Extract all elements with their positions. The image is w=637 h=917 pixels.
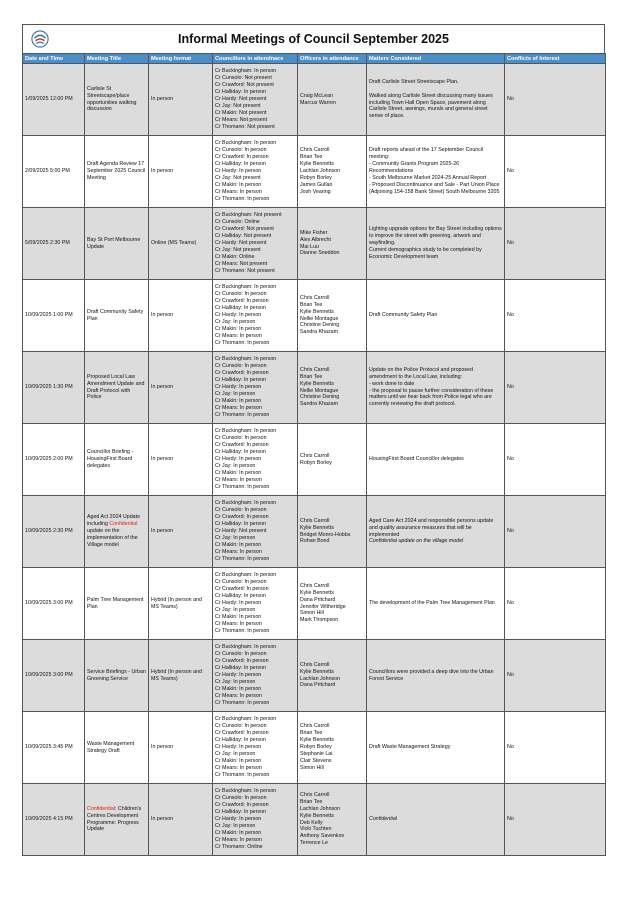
- cell-officers: [298, 136, 367, 208]
- councillor-attendance: Cr Buckingham: In person: [215, 500, 277, 507]
- matter-line: Update on the Police Protocol and proposed amendment to the Local Law, including:: [369, 366, 473, 380]
- councillor-attendance: Cr Mears: In person: [215, 476, 262, 483]
- officer-name: Kylie Bennetts: [300, 308, 334, 315]
- councillor-attendance: Cr Buckingham: In person: [215, 356, 277, 363]
- cell-officers: [298, 496, 367, 568]
- councillor-attendance: Cr Makin: In person: [215, 181, 262, 188]
- councillor-attendance: Cr Crawford: In person: [215, 658, 269, 665]
- councillor-attendance: Cr Halliday: Not present: [215, 233, 272, 240]
- councillor-attendance: Cr Makin: Not present: [215, 109, 267, 116]
- matter-line: Draft Carlisle Street Streetscape Plan.: [369, 78, 459, 85]
- officer-name: Brian Tee: [300, 154, 323, 161]
- officer-name: Chris Carroll: [300, 723, 330, 730]
- councillor-attendance: Cr Halliday: In person: [215, 305, 266, 312]
- councillor-attendance: Cr Thomann: In person: [215, 195, 270, 202]
- cell-councillors: [213, 64, 298, 136]
- councillor-attendance: Cr Mears: In person: [215, 548, 262, 555]
- cell-councillors: [213, 208, 298, 280]
- council-logo-icon: [31, 30, 49, 48]
- cell-officers: [298, 784, 367, 856]
- officer-name: Dana Pritchard: [300, 596, 336, 603]
- councillor-attendance: Cr Hardy: Not present: [215, 96, 267, 103]
- cell-matters: [367, 784, 505, 856]
- cell-format: In person: [149, 496, 213, 568]
- councillor-attendance: Cr Thomann: In person: [215, 771, 270, 778]
- councillor-attendance: Cr Halliday: In person: [215, 89, 266, 96]
- cell-title: Confidential: Children's Centres Development Programme: Progress Update: [85, 784, 149, 856]
- cell-officers: [298, 568, 367, 640]
- cell-matters: [367, 712, 505, 784]
- cell-title: Service Briefings - Urban Greening Service: [85, 640, 149, 712]
- councillor-attendance: Cr Crawford: In person: [215, 802, 269, 809]
- councillor-attendance: Cr Jay: In person: [215, 822, 256, 829]
- officer-name: Clair Stevens: [300, 757, 332, 764]
- officer-name: Vicki Tuchten: [300, 826, 332, 833]
- matter-line: - Proposed Discontinuance and Sale - Part Union Place (Adjoining 154-158 Bank Street) South Melbourne 3205: [369, 181, 500, 195]
- cell-councillors: [213, 352, 298, 424]
- councillor-attendance: Cr Buckingham: In person: [215, 140, 277, 147]
- councillor-attendance: Cr Halliday: In person: [215, 377, 266, 384]
- column-header-councillors: Councillors in attendnace: [213, 54, 298, 64]
- cell-matters: [367, 64, 505, 136]
- confidential-label: Confidential: [109, 521, 138, 528]
- cell-title: Bay St Port Melbourne Update: [85, 208, 149, 280]
- officer-name: Lachlan Johnson: [300, 168, 341, 175]
- councillor-attendance: Cr Cunsolo: In person: [215, 435, 267, 442]
- councillor-attendance: Cr Jay: Not present: [215, 174, 261, 181]
- cell-date: 10/09/2025 2:30 PM: [23, 496, 85, 568]
- cell-officers: [298, 424, 367, 496]
- officer-name: Rohan Bond: [300, 538, 330, 545]
- councillor-attendance: Cr Makin: In person: [215, 829, 262, 836]
- cell-date: 10/09/2025 3:45 PM: [23, 712, 85, 784]
- officer-name: Simon Hill: [300, 610, 324, 617]
- councillor-attendance: Cr Makin: Online: [215, 253, 255, 260]
- officer-name: Robyn Borley: [300, 744, 332, 751]
- councillor-attendance: Cr Jay: In person: [215, 534, 256, 541]
- councillor-attendance: Cr Buckingham: In person: [215, 716, 277, 723]
- councillor-attendance: Cr Mears: Not present: [215, 260, 268, 267]
- cell-conflicts: No: [505, 568, 606, 640]
- officer-name: Mark Thompson: [300, 617, 339, 624]
- councillor-attendance: Cr Halliday: In person: [215, 809, 266, 816]
- cell-format: In person: [149, 64, 213, 136]
- matter-line: Aged Care Act 2024 and responsible persons update and quality assurance measures that will be implemented: [369, 517, 494, 538]
- confidential-label: Confidential: [87, 805, 115, 812]
- councillor-attendance: Cr Cunsolo: In person: [215, 723, 267, 730]
- councillor-attendance: Cr Thomann: In person: [215, 627, 270, 634]
- cell-matters: [367, 568, 505, 640]
- cell-conflicts: No: [505, 136, 606, 208]
- cell-councillors: [213, 496, 298, 568]
- officer-name: Chris Carroll: [300, 661, 330, 668]
- councillor-attendance: Cr Thomann: In person: [215, 339, 270, 346]
- table-row: [23, 280, 606, 352]
- matter-line: Councillors were provided a deep dive into the Urban Forest Service: [369, 668, 494, 682]
- cell-matters: [367, 136, 505, 208]
- councillor-attendance: Cr Makin: In person: [215, 541, 262, 548]
- officer-name: Robyn Borley: [300, 459, 332, 466]
- councillor-attendance: Cr Mears: In person: [215, 404, 262, 411]
- councillor-attendance: Cr Buckingham: In person: [215, 572, 277, 579]
- cell-date: 10/09/2025 1:00 PM: [23, 280, 85, 352]
- cell-title: Draft Agenda Review 17 September 2025 Council Meeting: [85, 136, 149, 208]
- cell-conflicts: No: [505, 640, 606, 712]
- meetings-table: [22, 53, 606, 856]
- matter-line: [369, 86, 502, 93]
- matter-line: Walked along Carlisle Street discussing many issues including Town Hall Open Space, pavement along Carlisle Street, awnings, murals and general street sense of place.: [369, 92, 493, 120]
- officer-name: Brian Tee: [300, 373, 323, 380]
- councillor-attendance: Cr Cunsolo: In person: [215, 579, 267, 586]
- officer-name: Kylie Bennetts: [300, 524, 334, 531]
- councillor-attendance: Cr Jay: In person: [215, 606, 256, 613]
- cell-conflicts: No: [505, 64, 606, 136]
- officer-name: Robyn Borley: [300, 174, 332, 181]
- cell-format: In person: [149, 712, 213, 784]
- councillor-attendance: Cr Jay: In person: [215, 390, 256, 397]
- cell-conflicts: No: [505, 280, 606, 352]
- councillor-attendance: Cr Mears: In person: [215, 188, 262, 195]
- cell-date: 5/09/2025 2:30 PM: [23, 208, 85, 280]
- councillor-attendance: Cr Jay: In person: [215, 750, 256, 757]
- matter-line: Lighting upgrade options for Bay Street including options to improve the street with greening, artwork and wayfinding.: [369, 226, 502, 247]
- officer-name: Kylie Bennetts: [300, 737, 334, 744]
- column-header-conflicts: Conflicts of Interest: [505, 54, 606, 64]
- cell-conflicts: No: [505, 784, 606, 856]
- matter-line: Draft Community Safety Plan: [369, 312, 438, 319]
- matter-line: - Community Grants Program 2025-26 Recommendations: [369, 161, 460, 175]
- councillor-attendance: Cr Cunsolo: In person: [215, 291, 267, 298]
- councillor-attendance: Cr Makin: In person: [215, 325, 262, 332]
- cell-officers: [298, 280, 367, 352]
- cell-format: Online (MS Teams): [149, 208, 213, 280]
- councillor-attendance: Cr Thomann: Not present: [215, 267, 275, 274]
- councillor-attendance: Cr Crawford: In person: [215, 586, 269, 593]
- officer-name: Jennifer Witheridge: [300, 603, 346, 610]
- councillor-attendance: Cr Hardy: In person: [215, 816, 262, 823]
- column-header-matters: Matters Considered: [367, 54, 505, 64]
- page-title: Informal Meetings of Council September 2025: [178, 32, 449, 46]
- cell-matters: [367, 352, 505, 424]
- matter-italic: Confidential: [369, 816, 397, 823]
- councillor-attendance: Cr Buckingham: In person: [215, 788, 277, 795]
- councillor-attendance: Cr Hardy: In person: [215, 600, 262, 607]
- table-row: [23, 136, 606, 208]
- cell-officers: [298, 640, 367, 712]
- officer-name: Christine Dening: [300, 322, 340, 329]
- councillor-attendance: Cr Hardy: In person: [215, 456, 262, 463]
- cell-format: Hybrid (In person and MS Teams): [149, 568, 213, 640]
- cell-format: Hybrid (In person and MS Teams): [149, 640, 213, 712]
- councillor-attendance: Cr Buckingham: In person: [215, 68, 277, 75]
- cell-title: Aged Act 2024 Update including Confidential update on the implementation of the Village model: [85, 496, 149, 568]
- councillor-attendance: Cr Halliday: In person: [215, 161, 266, 168]
- councillor-attendance: Cr Crawford: In person: [215, 514, 269, 521]
- cell-matters: [367, 424, 505, 496]
- councillor-attendance: Cr Buckingham: In person: [215, 284, 277, 291]
- councillor-attendance: Cr Crawford: In person: [215, 730, 269, 737]
- officer-name: Mike Fisher: [300, 229, 328, 236]
- councillor-attendance: Cr Cunsolo: In person: [215, 651, 267, 658]
- matter-line: - South Melbourne Market 2024-25 Annual Report: [369, 174, 487, 181]
- matter-line: Current demographics study to be completed by Economic Development team: [369, 246, 482, 260]
- councillor-attendance: Cr Hardy: Not present: [215, 240, 267, 247]
- councillor-attendance: Cr Cunsolo: Online: [215, 219, 260, 226]
- councillor-attendance: Cr Buckingham: In person: [215, 428, 277, 435]
- officer-name: Marcus Warren: [300, 99, 337, 106]
- officer-name: Terrence Le: [300, 840, 328, 847]
- councillor-attendance: Cr Cunsolo: In person: [215, 363, 267, 370]
- officer-name: Anthony Savenkov: [300, 833, 345, 840]
- officer-name: Dianne Sneddon: [300, 250, 340, 257]
- matter-line: Draft reports ahead of the 17 September Council meeting:: [369, 147, 484, 161]
- councillor-attendance: Cr Cunsolo: In person: [215, 147, 267, 154]
- column-header-format: Meeting format: [149, 54, 213, 64]
- councillor-attendance: Cr Thomann: In person: [215, 411, 270, 418]
- councillor-attendance: Cr Thomann: Online: [215, 843, 263, 850]
- officer-name: Kylie Bennetts: [300, 161, 334, 168]
- cell-conflicts: No: [505, 352, 606, 424]
- officer-name: Nellie Montague: [300, 387, 339, 394]
- cell-date: 2/09/2025 5:00 PM: [23, 136, 85, 208]
- cell-title: Palm Tree Management Plan: [85, 568, 149, 640]
- officer-name: Craig McLean: [300, 92, 333, 99]
- cell-conflicts: No: [505, 496, 606, 568]
- officer-name: Brian Tee: [300, 730, 323, 737]
- cell-conflicts: No: [505, 208, 606, 280]
- councillor-attendance: Cr Mears: In person: [215, 764, 262, 771]
- councillor-attendance: Cr Crawford: In person: [215, 442, 269, 449]
- matter-line: HousingFirst Board Councillor delegates: [369, 456, 464, 463]
- matter-line: - work done to date: [369, 380, 415, 387]
- cell-matters: [367, 280, 505, 352]
- table-row: [23, 568, 606, 640]
- councillor-attendance: Cr Makin: In person: [215, 397, 262, 404]
- councillor-attendance: Cr Thomann: In person: [215, 555, 270, 562]
- cell-title: Waste Management Strategy Draft: [85, 712, 149, 784]
- councillor-attendance: Cr Mears: In person: [215, 620, 262, 627]
- councillor-attendance: Cr Mears: Not present: [215, 116, 268, 123]
- cell-date: 1/09/2025 12:00 PM: [23, 64, 85, 136]
- table-row: [23, 424, 606, 496]
- matter-line: Draft Waste Management Strategy: [369, 744, 451, 751]
- councillor-attendance: Cr Crawford: In person: [215, 370, 269, 377]
- column-header-title: Meeting Title: [85, 54, 149, 64]
- officer-name: Dana Pritchard: [300, 682, 336, 689]
- cell-date: 10/09/2025 4:15 PM: [23, 784, 85, 856]
- cell-officers: [298, 352, 367, 424]
- officer-name: Lachlan Johnson: [300, 675, 341, 682]
- cell-date: 10/09/2025 2:00 PM: [23, 424, 85, 496]
- cell-title: Carlisle St Streetscape/place opportunities walking discussion: [85, 64, 149, 136]
- table-row: [23, 496, 606, 568]
- cell-councillors: [213, 136, 298, 208]
- title-bar: [22, 24, 605, 53]
- cell-title: Draft Community Safety Plan: [85, 280, 149, 352]
- officer-name: Chris Carroll: [300, 294, 330, 301]
- councillor-attendance: Cr Hardy: In person: [215, 744, 262, 751]
- officer-name: Chris Carroll: [300, 791, 330, 798]
- officer-name: Deb Kelly: [300, 819, 323, 826]
- councillor-attendance: Cr Jay: In person: [215, 318, 256, 325]
- councillor-attendance: Cr Makin: In person: [215, 469, 262, 476]
- officer-name: Chris Carroll: [300, 366, 330, 373]
- cell-format: In person: [149, 352, 213, 424]
- officer-name: Chris Carroll: [300, 582, 330, 589]
- cell-officers: [298, 712, 367, 784]
- cell-format: In person: [149, 136, 213, 208]
- document-page: [22, 24, 605, 856]
- matter-italic: Confidential update on the village model: [369, 538, 464, 545]
- cell-matters: [367, 208, 505, 280]
- officer-name: James Gullan: [300, 181, 333, 188]
- officer-name: Sandra Khazam: [300, 401, 338, 408]
- councillor-attendance: Cr Halliday: In person: [215, 593, 266, 600]
- cell-councillors: [213, 280, 298, 352]
- councillor-attendance: Cr Cunsolo: In person: [215, 795, 267, 802]
- cell-date: 10/09/2025 1:30 PM: [23, 352, 85, 424]
- cell-date: 10/09/2025 3:00 PM: [23, 568, 85, 640]
- councillor-attendance: Cr Crawford: Not present: [215, 226, 274, 233]
- cell-format: In person: [149, 784, 213, 856]
- officer-name: Mai Luu: [300, 243, 319, 250]
- table-row: [23, 640, 606, 712]
- councillor-attendance: Cr Hardy: In person: [215, 672, 262, 679]
- councillor-attendance: Cr Jay: In person: [215, 678, 256, 685]
- cell-officers: [298, 208, 367, 280]
- officer-name: Christine Dening: [300, 394, 340, 401]
- cell-councillors: [213, 568, 298, 640]
- cell-councillors: [213, 784, 298, 856]
- councillor-attendance: Cr Crawford: In person: [215, 154, 269, 161]
- table-row: [23, 352, 606, 424]
- councillor-attendance: Cr Crawford: In person: [215, 298, 269, 305]
- councillor-attendance: Cr Makin: In person: [215, 613, 262, 620]
- officer-name: Alex Albrecht: [300, 236, 331, 243]
- councillor-attendance: Cr Halliday: In person: [215, 665, 266, 672]
- officer-name: Nellie Montague: [300, 315, 339, 322]
- column-header-officers: Officers in attendance: [298, 54, 367, 64]
- cell-councillors: [213, 424, 298, 496]
- councillor-attendance: Cr Makin: In person: [215, 757, 262, 764]
- cell-matters: [367, 640, 505, 712]
- table-header-row: [23, 54, 606, 64]
- councillor-attendance: Cr Thomann: In person: [215, 699, 270, 706]
- councillor-attendance: Cr Mears: In person: [215, 692, 262, 699]
- councillor-attendance: Cr Mears: In person: [215, 836, 262, 843]
- councillor-attendance: Cr Halliday: In person: [215, 737, 266, 744]
- councillor-attendance: Cr Hardy: In person: [215, 312, 262, 319]
- councillor-attendance: Cr Halliday: In person: [215, 449, 266, 456]
- matter-line: The development of the Palm Tree Management Plan: [369, 600, 495, 607]
- officer-name: Brian Tee: [300, 301, 323, 308]
- officer-name: Kylie Bennetts: [300, 380, 334, 387]
- officer-name: Simon Hill: [300, 764, 324, 771]
- officer-name: Sandra Khazam: [300, 329, 338, 336]
- column-header-date: Date and Time: [23, 54, 85, 64]
- officer-name: Kylie Bennetts: [300, 589, 334, 596]
- cell-format: In person: [149, 424, 213, 496]
- officer-name: Stephanie Lai: [300, 750, 333, 757]
- councillor-attendance: Cr Cunsolo: In person: [215, 507, 267, 514]
- councillor-attendance: Cr Buckingham: In person: [215, 644, 277, 651]
- cell-format: In person: [149, 280, 213, 352]
- cell-title: Councillor Briefing - HousingFirst Board delegates: [85, 424, 149, 496]
- councillor-attendance: Cr Hardy: In person: [215, 168, 262, 175]
- cell-date: 10/09/2025 3:00 PM: [23, 640, 85, 712]
- councillor-attendance: Cr Hardy: Not present: [215, 528, 267, 535]
- cell-conflicts: No: [505, 424, 606, 496]
- councillor-attendance: Cr Crawford: Not present: [215, 82, 274, 89]
- cell-title: Proposed Local Law Amendment Update and Draft Protocol with Police: [85, 352, 149, 424]
- councillor-attendance: Cr Makin: In person: [215, 685, 262, 692]
- officer-name: Bridget Monro-Hobbs: [300, 531, 351, 538]
- councillor-attendance: Cr Buckingham: Not present: [215, 212, 282, 219]
- officer-name: Brian Tee: [300, 798, 323, 805]
- matter-line: - the proposal to pause further consideration of these matters until we hear back from Police legal who are currently reviewing the draft protocol.: [369, 387, 494, 408]
- table-row: [23, 64, 606, 136]
- councillor-attendance: Cr Thomann: Not present: [215, 123, 275, 130]
- officer-name: Josh Vearing: [300, 188, 331, 195]
- officer-name: Chris Carroll: [300, 452, 330, 459]
- officer-name: Chris Carroll: [300, 147, 330, 154]
- table-row: [23, 784, 606, 856]
- officer-name: Chris Carroll: [300, 517, 330, 524]
- cell-conflicts: No: [505, 712, 606, 784]
- councillor-attendance: Cr Mears: In person: [215, 332, 262, 339]
- table-row: [23, 208, 606, 280]
- cell-councillors: [213, 712, 298, 784]
- officer-name: Kylie Bennetts: [300, 812, 334, 819]
- officer-name: Lachlan Johnson: [300, 805, 341, 812]
- cell-officers: [298, 64, 367, 136]
- councillor-attendance: Cr Jay: Not present: [215, 246, 261, 253]
- officer-name: Kylie Bennetts: [300, 668, 334, 675]
- councillor-attendance: Cr Halliday: In person: [215, 521, 266, 528]
- councillor-attendance: Cr Jay: Not present: [215, 102, 261, 109]
- councillor-attendance: Cr Cunsolo: Not present: [215, 75, 272, 82]
- councillor-attendance: Cr Hardy: In person: [215, 384, 262, 391]
- cell-councillors: [213, 640, 298, 712]
- councillor-attendance: Cr Thomann: In person: [215, 483, 270, 490]
- table-row: [23, 712, 606, 784]
- cell-matters: [367, 496, 505, 568]
- councillor-attendance: Cr Jay: In person: [215, 462, 256, 469]
